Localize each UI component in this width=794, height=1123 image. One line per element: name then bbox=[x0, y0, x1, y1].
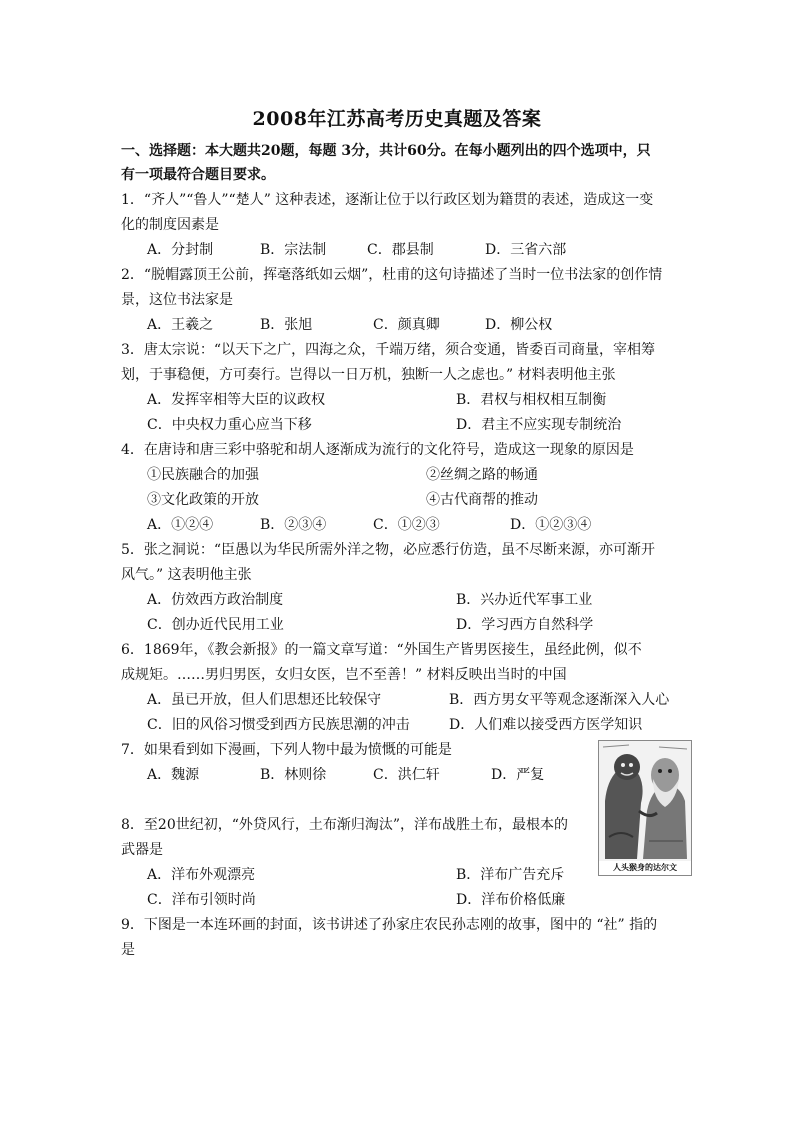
question-5-line1: 5．张之洞说：“臣愚以为华民所需外洋之物，必应悉行仿造，虽不尽断来源，亦可渐开 bbox=[121, 542, 656, 558]
question-1-option-d[interactable]: D．三省六部 bbox=[485, 242, 567, 258]
question-8-option-c[interactable]: C．洋布引领时尚 bbox=[147, 892, 256, 908]
question-5-line2: 风气。” 这表明他主张 bbox=[121, 567, 252, 583]
question-6-line2: 成规矩。……男归男医，女归女医，岂不至善！” 材料反映出当时的中国 bbox=[121, 667, 567, 683]
question-5-option-d[interactable]: D．学习西方自然科学 bbox=[456, 617, 594, 633]
question-4-line1: 4．在唐诗和唐三彩中骆驼和胡人逐渐成为流行的文化符号，造成这一现象的原因是 bbox=[121, 442, 634, 458]
question-8-option-d[interactable]: D．洋布价格低廉 bbox=[456, 892, 566, 908]
question-9-line2: 是 bbox=[121, 942, 135, 958]
question-2-line2: 景，这位书法家是 bbox=[121, 292, 233, 308]
question-3-line1: 3．唐太宗说：“以天下之广，四海之众，千端万绪，须合变通，皆委百司商量，宰相筹 bbox=[121, 342, 656, 358]
question-5-option-c[interactable]: C．创办近代民用工业 bbox=[147, 617, 284, 633]
question-4-item-4: ④古代商帮的推动 bbox=[426, 492, 538, 508]
question-6-option-a[interactable]: A．虽已开放，但人们思想还比较保守 bbox=[147, 692, 382, 708]
question-2-line1: 2．“脱帽露顶王公前，挥毫落纸如云烟”，杜甫的这句诗描述了当时一位书法家的创作情 bbox=[121, 267, 663, 283]
question-7-option-c[interactable]: C．洪仁轩 bbox=[373, 767, 440, 783]
question-1-line1: 1．“齐人”“鲁人”“楚人” 这种表述，逐渐让位于以行政区划为籍贯的表述，造成这一变 bbox=[121, 192, 654, 208]
question-1-line2: 化的制度因素是 bbox=[121, 217, 219, 233]
question-6-line1: 6．1869年，《教会新报》的一篇文章写道：“外国生产皆男医接生，虽经此例，似不 bbox=[121, 642, 642, 658]
question-5-option-a[interactable]: A．仿效西方政治制度 bbox=[147, 592, 284, 608]
question-7-line1: 7．如果看到如下漫画，下列人物中最为愤慨的可能是 bbox=[121, 742, 452, 758]
question-4-item-2: ②丝绸之路的畅通 bbox=[426, 467, 538, 483]
question-1-option-a[interactable]: A．分封制 bbox=[147, 242, 214, 258]
question-4-option-c[interactable]: C．①②③ bbox=[373, 517, 440, 533]
question-7-option-a[interactable]: A．魏源 bbox=[147, 767, 200, 783]
section-header-line1: 一、选择题：本大题共20题，每题 3分，共计60分。在每小题列出的四个选项中，只 bbox=[121, 143, 651, 159]
question-3-option-a[interactable]: A．发挥宰相等大臣的议政权 bbox=[147, 392, 326, 408]
question-4-item-3: ③文化政策的开放 bbox=[147, 492, 259, 508]
question-1-option-b[interactable]: B．宗法制 bbox=[260, 242, 327, 258]
question-2-option-b[interactable]: B．张旭 bbox=[260, 317, 313, 333]
question-8-option-a[interactable]: A．洋布外观漂亮 bbox=[147, 867, 256, 883]
question-3-line2: 划，于事稳便，方可奏行。岂得以一日万机，独断一人之虑也。” 材料表明他主张 bbox=[121, 367, 616, 383]
cartoon-illustration bbox=[599, 741, 691, 861]
question-7-option-d[interactable]: D．严复 bbox=[491, 767, 545, 783]
question-8-line2: 武器是 bbox=[121, 842, 163, 858]
question-1-option-c[interactable]: C．郡县制 bbox=[367, 242, 434, 258]
question-3-option-c[interactable]: C．中央权力重心应当下移 bbox=[147, 417, 312, 433]
question-4-item-1: ①民族融合的加强 bbox=[147, 467, 259, 483]
darwin-cartoon-image bbox=[598, 740, 692, 876]
question-4-option-d[interactable]: D．①②③④ bbox=[510, 517, 592, 533]
question-4-option-b[interactable]: B．②③④ bbox=[260, 517, 327, 533]
question-3-option-d[interactable]: D．君主不应实现专制统治 bbox=[456, 417, 622, 433]
question-2-option-a[interactable]: A．王羲之 bbox=[147, 317, 214, 333]
page-title: 2008年江苏高考历史真题及答案 bbox=[252, 108, 542, 130]
question-3-option-b[interactable]: B．君权与相权相互制衡 bbox=[456, 392, 607, 408]
question-6-option-d[interactable]: D．人们难以接受西方医学知识 bbox=[449, 717, 643, 733]
question-8-line1: 8．至20世纪初，“外贷风行，土布渐归淘汰”，洋布战胜土布，最根本的 bbox=[121, 817, 569, 833]
section-header-line2: 有一项最符合题目要求。 bbox=[121, 167, 275, 183]
question-8-option-b[interactable]: B．洋布广告充斥 bbox=[456, 867, 565, 883]
question-2-option-d[interactable]: D．柳公权 bbox=[485, 317, 553, 333]
cartoon-caption: 人头猴身的达尔文 bbox=[613, 863, 677, 872]
question-4-option-a[interactable]: A．①②④ bbox=[147, 517, 214, 533]
question-6-option-c[interactable]: C．旧的风俗习惯受到西方民族思潮的冲击 bbox=[147, 717, 410, 733]
question-2-option-c[interactable]: C．颜真卿 bbox=[373, 317, 440, 333]
question-9-line1: 9．下图是一本连环画的封面，该书讲述了孙家庄农民孙志刚的故事，图中的 “社” 指的 bbox=[121, 917, 658, 933]
question-6-option-b[interactable]: B．西方男女平等观念逐渐深入人心 bbox=[449, 692, 670, 708]
question-7-option-b[interactable]: B．林则徐 bbox=[260, 767, 327, 783]
question-5-option-b[interactable]: B．兴办近代军事工业 bbox=[456, 592, 593, 608]
